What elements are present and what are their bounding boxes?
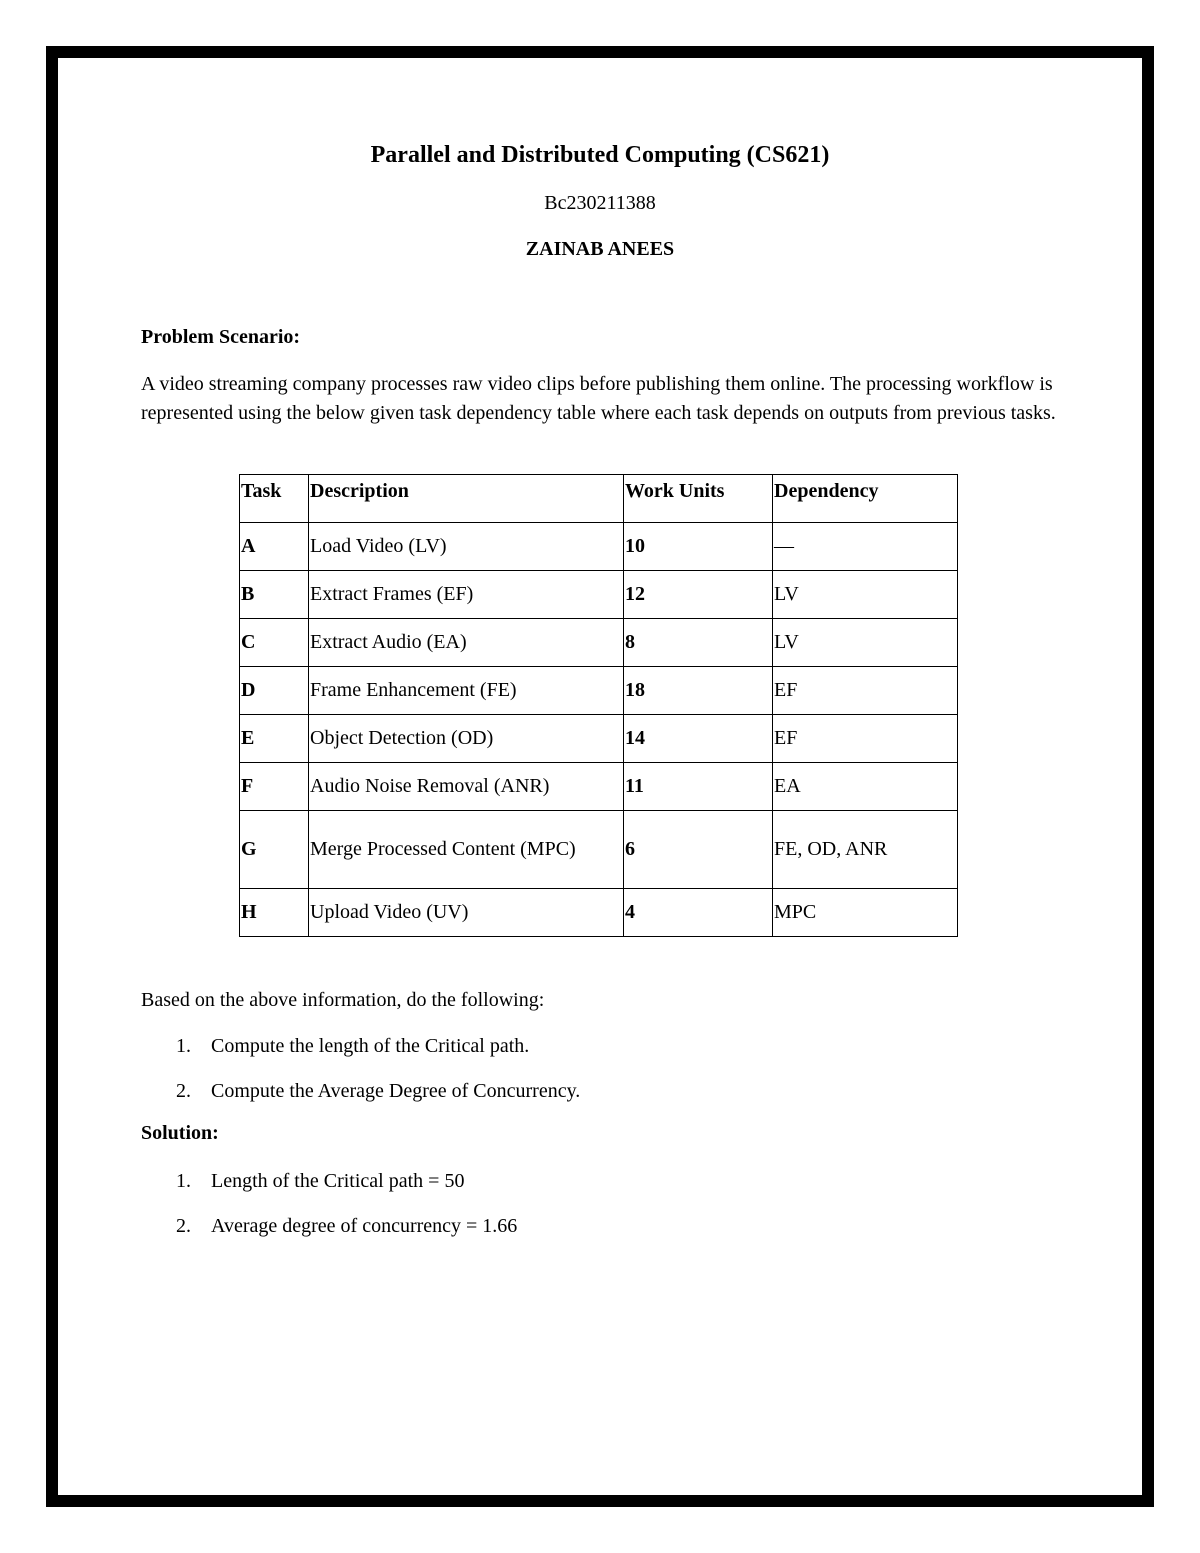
list-number: 1. <box>176 1170 191 1192</box>
answers-list <box>176 1167 517 1257</box>
table-row <box>240 523 958 571</box>
task-cell: D <box>240 667 309 715</box>
table-row <box>240 889 958 937</box>
work-units-cell: 14 <box>624 715 773 763</box>
list-number: 2. <box>176 1080 191 1102</box>
description-cell: Merge Processed Content (MPC) <box>309 811 624 889</box>
list-text: Average degree of concurrency = 1.66 <box>211 1215 518 1237</box>
solution-heading: Solution: <box>141 1122 219 1144</box>
dependency-cell: EF <box>773 715 958 763</box>
list-item <box>176 1032 580 1077</box>
table-row <box>240 619 958 667</box>
work-units-cell: 18 <box>624 667 773 715</box>
work-units-cell: 4 <box>624 889 773 937</box>
table-header-row <box>240 475 958 523</box>
table-row <box>240 571 958 619</box>
dependency-cell: MPC <box>773 889 958 937</box>
dependency-cell: EF <box>773 667 958 715</box>
task-dependency-table <box>239 474 958 937</box>
task-cell: C <box>240 619 309 667</box>
list-item <box>176 1167 517 1212</box>
work-units-cell: 11 <box>624 763 773 811</box>
dependency-cell: EA <box>773 763 958 811</box>
document-title: Parallel and Distributed Computing (CS621) <box>370 142 830 168</box>
questions-list <box>176 1032 580 1122</box>
header-task: Task <box>240 475 309 523</box>
description-cell: Extract Audio (EA) <box>309 619 624 667</box>
list-text: Length of the Critical path = 50 <box>211 1170 465 1192</box>
list-number: 2. <box>176 1215 191 1237</box>
dependency-cell: LV <box>773 571 958 619</box>
dependency-cell: LV <box>773 619 958 667</box>
header-description: Description <box>309 475 624 523</box>
list-text: Compute the length of the Critical path. <box>211 1035 530 1057</box>
task-cell: H <box>240 889 309 937</box>
student-name: ZAINAB ANEES <box>525 238 675 260</box>
table-row <box>240 763 958 811</box>
dependency-cell: — <box>773 523 958 571</box>
problem-scenario-heading: Problem Scenario: <box>141 326 301 348</box>
instructions-intro: Based on the above information, do the following: <box>141 989 545 1011</box>
description-cell: Load Video (LV) <box>309 523 624 571</box>
list-item <box>176 1077 580 1122</box>
description-cell: Upload Video (UV) <box>309 889 624 937</box>
problem-scenario-text: A video streaming company processes raw video clips before publishing them online. The processing workflow is represented using the below given task dependency table where each task depends on outputs from previous tasks. <box>141 373 1056 424</box>
description-cell: Object Detection (OD) <box>309 715 624 763</box>
work-units-cell: 10 <box>624 523 773 571</box>
dependency-cell: FE, OD, ANR <box>773 811 958 889</box>
task-cell: B <box>240 571 309 619</box>
description-cell: Extract Frames (EF) <box>309 571 624 619</box>
list-number: 1. <box>176 1035 191 1057</box>
description-cell: Frame Enhancement (FE) <box>309 667 624 715</box>
table-row <box>240 715 958 763</box>
task-cell: F <box>240 763 309 811</box>
task-cell: E <box>240 715 309 763</box>
list-item <box>176 1212 517 1257</box>
work-units-cell: 6 <box>624 811 773 889</box>
task-cell: G <box>240 811 309 889</box>
work-units-cell: 8 <box>624 619 773 667</box>
task-cell: A <box>240 523 309 571</box>
student-id: Bc230211388 <box>544 192 656 214</box>
table-row <box>240 811 958 889</box>
list-text: Compute the Average Degree of Concurrency. <box>211 1080 581 1102</box>
header-work-units: Work Units <box>624 475 773 523</box>
work-units-cell: 12 <box>624 571 773 619</box>
table-row <box>240 667 958 715</box>
header-dependency: Dependency <box>773 475 958 523</box>
description-cell: Audio Noise Removal (ANR) <box>309 763 624 811</box>
